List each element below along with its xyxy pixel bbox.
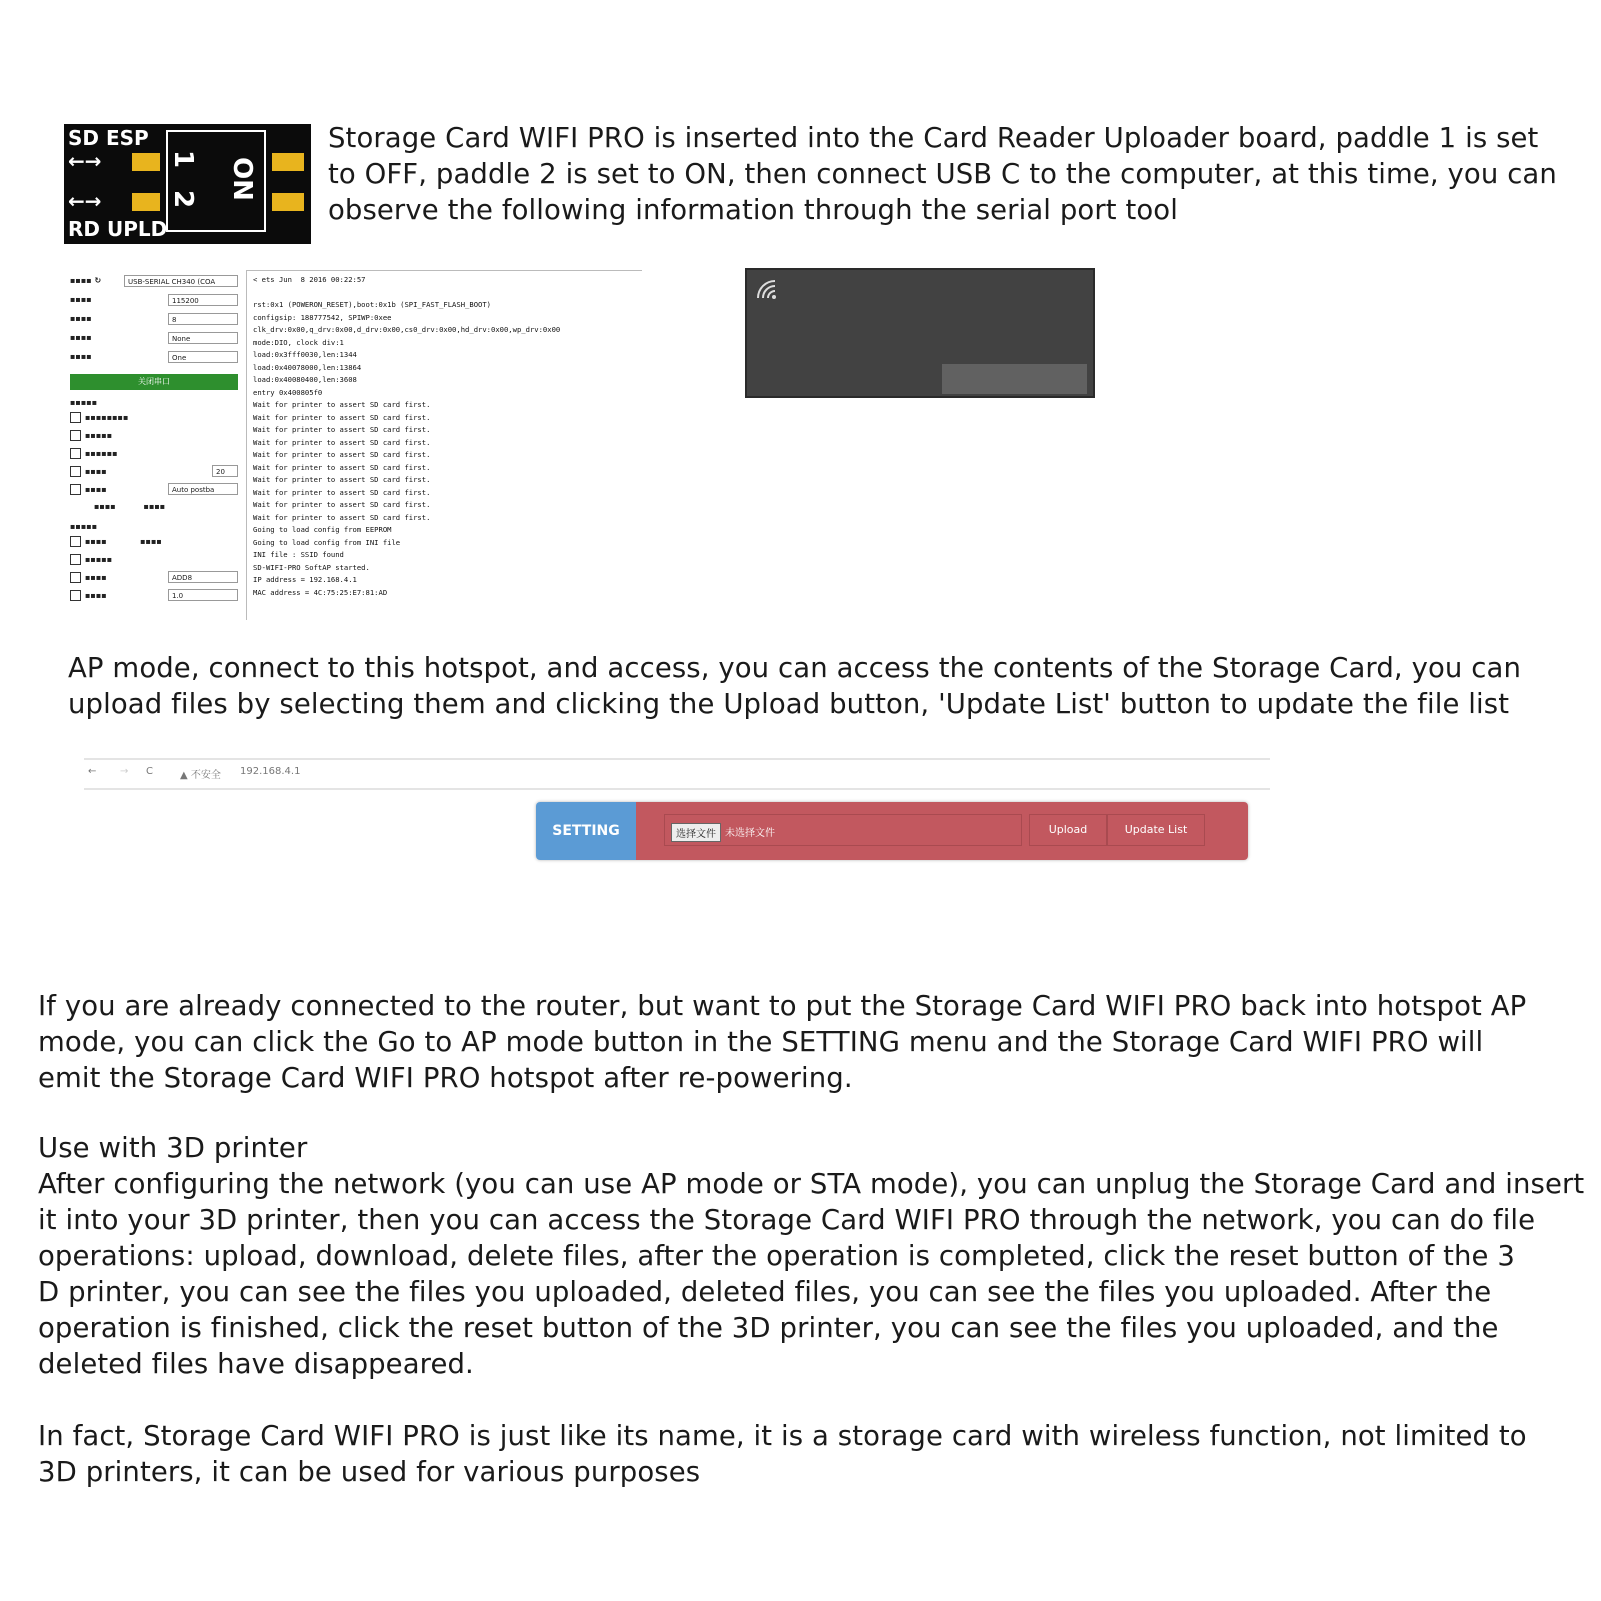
baud-select[interactable]: 115200 — [168, 294, 238, 306]
setting-tab[interactable]: SETTING — [536, 802, 636, 860]
intro-paragraph: Storage Card WIFI PRO is inserted into the Card Reader Uploader board, paddle 1 is set to OFF, paddle 2 is set to ON, then connect USB C to the computer, at this time, you can observe the following information through the serial port tool — [328, 122, 1557, 226]
router-paragraph: If you are already connected to the router, but want to put the Storage Card WIFI PRO back into hotspot AP mode, you can click the Go to AP mode button in the SETTING menu and the Storage Card WIFI PRO will emit the Storage Card WIFI PRO hotspot after re-powering. — [38, 990, 1527, 1094]
parity-row: ▪▪▪▪ — [70, 333, 92, 342]
stopbits-select[interactable]: One — [168, 351, 238, 363]
receive-option[interactable]: ▪▪▪▪▪▪▪▪ — [70, 412, 128, 426]
switch-pad-right-1 — [272, 153, 304, 171]
switch-number-2: 2 — [168, 189, 199, 209]
baud-row: ▪▪▪▪ — [70, 295, 92, 304]
update-list-button[interactable]: Update List — [1107, 814, 1205, 846]
back-icon[interactable]: ← — [88, 766, 97, 777]
send-settings-heading: ▪▪▪▪▪ — [70, 522, 98, 531]
browser-toolbar — [84, 758, 1270, 790]
send-option[interactable]: ▪▪▪▪ — [70, 590, 107, 604]
arrow-icon: ←→ — [68, 149, 102, 173]
send-option[interactable]: ▪▪▪▪▪ — [70, 554, 112, 568]
no-file-label: 未选择文件 — [725, 828, 775, 839]
addr-select[interactable]: ADD8 — [168, 571, 238, 583]
send-option[interactable]: ▪▪▪▪ ▪▪▪▪ — [70, 536, 162, 550]
printer-paragraph: After configuring the network (you can use AP mode or STA mode), you can unplug the Storage Card and insert it into your 3D printer, then you can access the Storage Card WIFI PRO through the network, you can do file operations: upload, download, delete files, after the operation is completed, click the reset button of the 3 D printer, you can see the files you uploaded, deleted files, you can see the files you uploaded. After the operation is finished, click the reset button of the 3D printer, you can see the files you uploaded, and the deleted files have disappeared. — [38, 1168, 1585, 1380]
switch-number-1: 1 — [168, 149, 199, 169]
send-option[interactable]: ▪▪▪▪ — [70, 572, 107, 586]
stopbits-row: ▪▪▪▪ — [70, 352, 92, 361]
databits-select[interactable]: 8 — [168, 313, 238, 325]
upload-panel — [636, 802, 1248, 860]
dip-switch-image — [64, 124, 311, 244]
security-indicator[interactable]: ▲ 不安全 — [180, 770, 221, 781]
serial-settings-panel — [66, 270, 242, 620]
wifi-icon — [755, 278, 779, 306]
serial-tool-screenshot — [66, 270, 646, 620]
dip-label-sd-esp: SD ESP — [68, 126, 149, 150]
interval-input[interactable]: 20 — [212, 465, 238, 477]
databits-row: ▪▪▪▪ — [70, 314, 92, 323]
receive-settings-heading: ▪▪▪▪▪ — [70, 398, 98, 407]
hotspot-connect-bar[interactable] — [942, 364, 1087, 394]
ap-mode-paragraph: AP mode, connect to this hotspot, and access, you can access the contents of the Storage Card, you can upload files by selecting them and clicking the Upload button, 'Update List' button to update the file list — [68, 652, 1521, 720]
reload-icon[interactable]: C — [146, 766, 153, 777]
fact-paragraph: In fact, Storage Card WIFI PRO is just like its name, it is a storage card with wireless function, not limited to 3D printers, it can be used for various purposes — [38, 1420, 1527, 1488]
dip-label-rd-upld: RD UPLD — [68, 217, 168, 241]
url-text[interactable]: 192.168.4.1 — [240, 766, 301, 777]
port-row: ▪▪▪▪ ↻ — [70, 276, 102, 285]
serial-log-output: < ets Jun 8 2016 00:22:57 rst:0x1 (POWERON_RESET),boot:0x1b (SPI_FAST_FLASH_BOOT) configsip: 188777542, SPIWP:0xee clk_drv:0x00,q_drv:0x00,d_drv:0x00,cs0_drv:0x00,hd_drv:0x00,wp_drv:0x00 mode:DIO, clock div:1 load:0x3fff0030,len:1344 load:0x40078000,len:13864 load:0x40080400,len:3608 entry 0x400805f0 Wait for printer to assert SD card first. Wait for printer to assert SD card first. Wait for printer to assert SD card first. Wait for printer to assert SD card first. Wait for printer to assert SD card first. Wait for printer to assert SD card first. Wait for printer to assert SD card first. Wait for printer to assert SD card first. Wait for printer to assert SD card first. Wait for printer to assert SD card first. Going to load config from EEPROM Going to load config from INI file INI file : SSID found SD-WIFI-PRO SoftAP started. IP address = 192.168.4.1 MAC address = 4C:75:25:E7:81:AD — [246, 270, 642, 620]
parity-select[interactable]: None — [168, 332, 238, 344]
file-input[interactable] — [664, 814, 1022, 846]
choose-file-button[interactable]: 选择文件 — [671, 823, 721, 842]
switch-on-label: ON — [226, 157, 257, 201]
web-upload-strip — [536, 802, 1248, 860]
receive-option[interactable]: ▪▪▪▪ — [70, 484, 107, 498]
version-input[interactable]: 1.0 — [168, 589, 238, 601]
port-select[interactable]: USB-SERIAL CH340 (COA — [124, 275, 238, 287]
switch-pad-right-2 — [272, 193, 304, 211]
receive-option[interactable]: ▪▪▪▪ — [70, 466, 107, 480]
switch-pad-left-2 — [132, 193, 160, 211]
receive-option[interactable]: ▪▪▪▪▪ — [70, 430, 112, 444]
hotspot-panel — [745, 268, 1095, 398]
switch-pad-left-1 — [132, 153, 160, 171]
auto-select[interactable]: Auto postba — [168, 483, 238, 495]
receive-option[interactable]: ▪▪▪▪▪▪ — [70, 448, 118, 462]
forward-icon[interactable]: → — [120, 766, 129, 777]
save-data-link[interactable]: ▪▪▪▪ ▪▪▪▪ — [94, 502, 166, 511]
upload-button[interactable]: Upload — [1029, 814, 1107, 846]
close-port-button[interactable]: 关闭串口 — [70, 374, 238, 390]
arrow-icon: ←→ — [68, 189, 102, 213]
printer-heading: Use with 3D printer — [38, 1132, 308, 1164]
